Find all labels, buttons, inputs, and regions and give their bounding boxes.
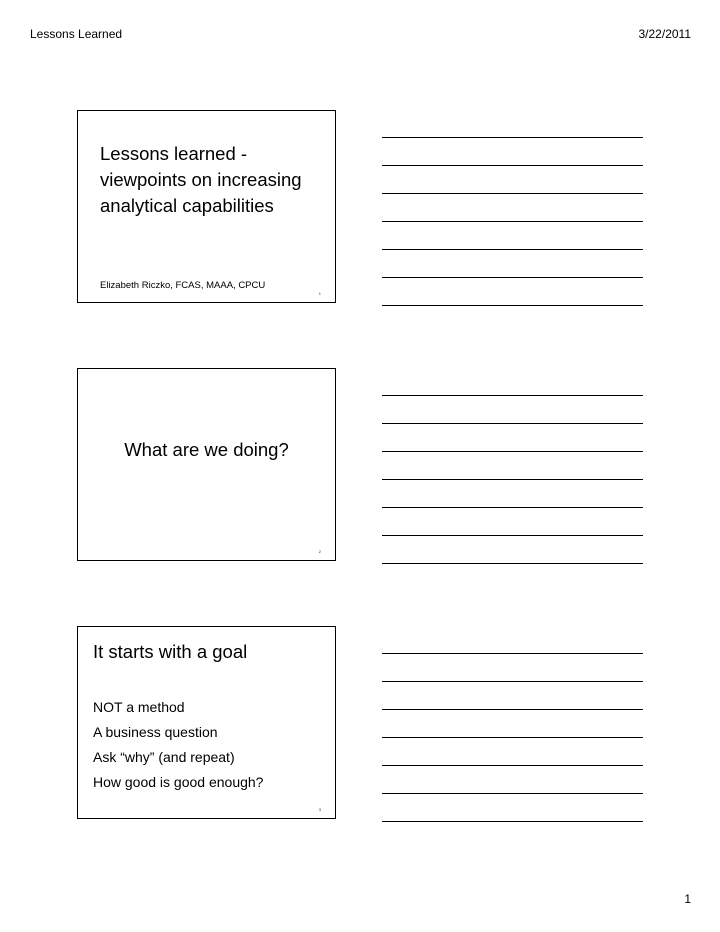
note-line [382, 368, 643, 396]
slide-2-title: What are we doing? [124, 439, 289, 460]
slide-3 [77, 626, 336, 819]
slide-1-title: Lessons learned - viewpoints on increasing analytical capabilities [100, 143, 302, 216]
note-line [382, 250, 643, 278]
note-line [382, 278, 643, 306]
page-number: 1 [684, 892, 691, 906]
note-line [382, 396, 643, 424]
slide-1-number: 1 [318, 291, 321, 296]
note-line [382, 536, 643, 564]
slide-3-number: 3 [318, 807, 321, 812]
slide-1 [77, 110, 336, 303]
notes-lines-1 [382, 110, 643, 306]
slide-2 [77, 368, 336, 561]
slide-2-number: 2 [318, 549, 321, 554]
note-line [382, 194, 643, 222]
note-line [382, 766, 643, 794]
bullet-item: Ask “why” (and repeat) [93, 749, 235, 765]
notes-lines-3 [382, 626, 643, 822]
bullet-item: NOT a method [93, 699, 185, 715]
note-line [382, 138, 643, 166]
note-line [382, 710, 643, 738]
note-line [382, 654, 643, 682]
slide-3-title: It starts with a goal [93, 641, 248, 662]
note-line [382, 110, 643, 138]
note-line [382, 452, 643, 480]
slide-3-bullets [93, 695, 263, 795]
note-line [382, 424, 643, 452]
note-line [382, 682, 643, 710]
bullet-item: How good is good enough? [93, 774, 264, 790]
note-line [382, 508, 643, 536]
note-line [382, 738, 643, 766]
note-line [382, 222, 643, 250]
note-line [382, 480, 643, 508]
slide-1-subtitle: Elizabeth Riczko, FCAS, MAAA, CPCU [100, 280, 266, 291]
note-line [382, 794, 643, 822]
notes-lines-2 [382, 368, 643, 564]
note-line [382, 626, 643, 654]
header-title: Lessons Learned [30, 27, 123, 41]
header-date: 3/22/2011 [638, 27, 691, 41]
note-line [382, 166, 643, 194]
bullet-item: A business question [93, 724, 218, 740]
